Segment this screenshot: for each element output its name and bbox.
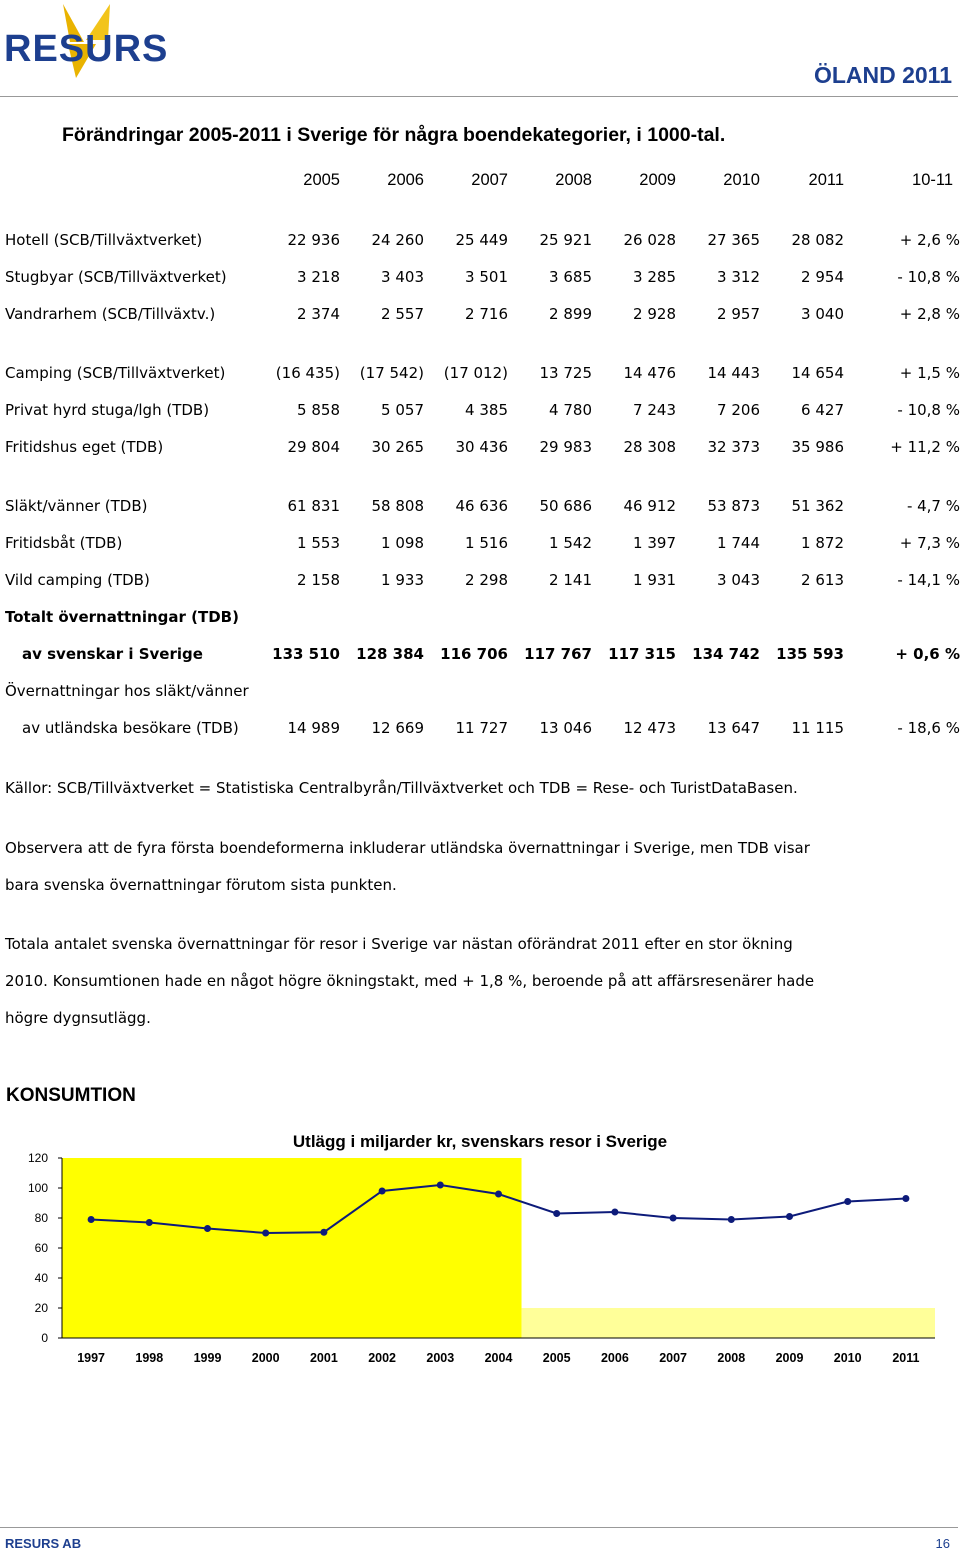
data-point bbox=[611, 1209, 618, 1216]
table-cell: 134 742 bbox=[692, 645, 760, 663]
data-point bbox=[902, 1195, 909, 1202]
table-cell: (17 012) bbox=[443, 364, 508, 382]
x-tick-label: 1998 bbox=[135, 1351, 164, 1365]
table-cell: 1 933 bbox=[381, 571, 424, 589]
change-cell: + 7,3 % bbox=[899, 534, 960, 552]
x-tick-label: 2001 bbox=[309, 1351, 338, 1365]
table-cell: 13 725 bbox=[539, 364, 592, 382]
table-cell: 46 636 bbox=[455, 497, 508, 515]
table-cell: 2 954 bbox=[801, 268, 844, 286]
x-tick-label: 1999 bbox=[193, 1351, 222, 1365]
table-cell: 116 706 bbox=[440, 645, 508, 663]
x-tick-label: 1997 bbox=[77, 1351, 106, 1365]
data-point bbox=[379, 1188, 386, 1195]
table-cell: 5 057 bbox=[381, 401, 424, 419]
table-cell: 53 873 bbox=[707, 497, 760, 515]
data-point bbox=[670, 1215, 677, 1222]
y-tick-label: 40 bbox=[34, 1271, 48, 1285]
table-cell: 2 928 bbox=[633, 305, 676, 323]
table-cell: 117 767 bbox=[524, 645, 592, 663]
table-cell: 25 921 bbox=[539, 231, 592, 249]
page-title: Förändringar 2005-2011 i Sverige för några boendekategorier, i 1000-tal. bbox=[62, 124, 726, 146]
table-cell: 13 046 bbox=[539, 719, 592, 737]
row-label: av svenskar i Sverige bbox=[22, 645, 203, 663]
column-header: 2011 bbox=[808, 171, 844, 189]
y-tick-label: 60 bbox=[34, 1241, 48, 1255]
table-row bbox=[0, 645, 960, 669]
data-point bbox=[262, 1230, 269, 1237]
table-cell: 58 808 bbox=[371, 497, 424, 515]
data-point bbox=[786, 1213, 793, 1220]
table-cell: 1 098 bbox=[381, 534, 424, 552]
table-cell: 14 989 bbox=[287, 719, 340, 737]
table-row bbox=[0, 719, 960, 743]
row-label: Stugbyar (SCB/Tillväxtverket) bbox=[5, 268, 227, 286]
row-label: Vandrarhem (SCB/Tillväxtv.) bbox=[5, 305, 216, 323]
table-cell: 3 043 bbox=[717, 571, 760, 589]
table-cell: 2 141 bbox=[549, 571, 592, 589]
plot-background bbox=[62, 1158, 522, 1338]
change-cell: - 4,7 % bbox=[906, 497, 960, 515]
table-row bbox=[0, 364, 960, 388]
data-point bbox=[553, 1210, 560, 1217]
table-cell: 5 858 bbox=[297, 401, 340, 419]
table-cell: 2 716 bbox=[465, 305, 508, 323]
logo bbox=[0, 0, 169, 80]
table-cell: 1 516 bbox=[465, 534, 508, 552]
y-tick-label: 120 bbox=[27, 1151, 48, 1165]
x-tick-label: 2005 bbox=[542, 1351, 571, 1365]
section-heading: KONSUMTION bbox=[6, 1085, 136, 1106]
table-row bbox=[0, 534, 960, 558]
table-cell: 51 362 bbox=[791, 497, 844, 515]
note-line: högre dygnsutlägg. bbox=[5, 1009, 151, 1027]
table-row bbox=[0, 401, 960, 425]
group-heading bbox=[0, 682, 960, 706]
table-cell: 2 158 bbox=[297, 571, 340, 589]
table-cell: 117 315 bbox=[608, 645, 676, 663]
data-point bbox=[320, 1229, 327, 1236]
table-cell: 61 831 bbox=[287, 497, 340, 515]
row-label: Camping (SCB/Tillväxtverket) bbox=[5, 364, 226, 382]
table-cell: 2 957 bbox=[717, 305, 760, 323]
footer-company: RESURS AB bbox=[5, 1536, 82, 1551]
table-cell: 14 654 bbox=[791, 364, 844, 382]
table-cell: 6 427 bbox=[801, 401, 844, 419]
table-cell: 12 473 bbox=[623, 719, 676, 737]
change-cell: + 0,6 % bbox=[895, 645, 960, 663]
group-heading-label: Övernattningar hos släkt/vänner bbox=[5, 682, 249, 700]
table-row bbox=[0, 305, 960, 329]
region-title: ÖLAND 2011 bbox=[813, 62, 952, 88]
row-label: Fritidsbåt (TDB) bbox=[5, 534, 123, 552]
table-cell: 1 542 bbox=[549, 534, 592, 552]
x-tick-label: 2011 bbox=[892, 1351, 920, 1365]
row-label: Hotell (SCB/Tillväxtverket) bbox=[5, 231, 203, 249]
table-cell: 30 436 bbox=[455, 438, 508, 456]
table-cell: 11 727 bbox=[455, 719, 508, 737]
y-tick-label: 80 bbox=[34, 1211, 48, 1225]
table-cell: 46 912 bbox=[623, 497, 676, 515]
table-cell: 2 374 bbox=[297, 305, 340, 323]
table-cell: 3 040 bbox=[801, 305, 844, 323]
y-tick-label: 100 bbox=[27, 1181, 48, 1195]
change-cell: + 2,6 % bbox=[899, 231, 960, 249]
table-cell: 27 365 bbox=[707, 231, 760, 249]
change-cell: - 14,1 % bbox=[897, 571, 960, 589]
x-tick-label: 2010 bbox=[833, 1351, 862, 1365]
table-cell: 1 931 bbox=[633, 571, 676, 589]
chart-title: Utlägg i miljarder kr, svenskars resor i Sverige bbox=[292, 1132, 668, 1151]
table-cell: 29 804 bbox=[287, 438, 340, 456]
table-cell: 22 936 bbox=[287, 231, 340, 249]
group-heading-label: Totalt övernattningar (TDB) bbox=[5, 608, 239, 626]
table-cell: 135 593 bbox=[776, 645, 844, 663]
column-header: 2008 bbox=[555, 171, 592, 189]
table-cell: 3 312 bbox=[717, 268, 760, 286]
column-header: 2005 bbox=[303, 171, 340, 189]
table-cell: 2 613 bbox=[801, 571, 844, 589]
column-header: 2009 bbox=[639, 171, 676, 189]
x-tick-label: 2003 bbox=[426, 1351, 455, 1365]
table-cell: 24 260 bbox=[371, 231, 424, 249]
data-point bbox=[204, 1225, 211, 1232]
column-header: 2006 bbox=[387, 171, 424, 189]
page-number: 16 bbox=[935, 1536, 950, 1551]
x-tick-label: 2009 bbox=[775, 1351, 804, 1365]
table-cell: 133 510 bbox=[272, 645, 340, 663]
table-cell: 1 744 bbox=[717, 534, 760, 552]
table-cell: 4 780 bbox=[549, 401, 592, 419]
table-cell: 128 384 bbox=[356, 645, 424, 663]
note-line: bara svenska övernattningar förutom sista punkten. bbox=[5, 876, 397, 894]
change-cell: + 1,5 % bbox=[899, 364, 960, 382]
table-row bbox=[0, 231, 960, 255]
table-cell: 13 647 bbox=[707, 719, 760, 737]
plot-background-white bbox=[522, 1158, 935, 1308]
table-cell: 29 983 bbox=[539, 438, 592, 456]
table-cell: 4 385 bbox=[465, 401, 508, 419]
table-cell: 2 298 bbox=[465, 571, 508, 589]
plot-background-pale bbox=[522, 1308, 935, 1338]
table-cell: 35 986 bbox=[791, 438, 844, 456]
row-label: av utländska besökare (TDB) bbox=[22, 719, 239, 737]
table-cell: (17 542) bbox=[359, 364, 424, 382]
footer-divider bbox=[0, 1527, 958, 1528]
table-cell: 32 373 bbox=[707, 438, 760, 456]
table-cell: 26 028 bbox=[623, 231, 676, 249]
table-row bbox=[0, 497, 960, 521]
change-cell: + 2,8 % bbox=[899, 305, 960, 323]
x-tick-label: 2006 bbox=[600, 1351, 629, 1365]
table-cell: 3 501 bbox=[465, 268, 508, 286]
row-label: Släkt/vänner (TDB) bbox=[5, 497, 148, 515]
table-cell: 2 899 bbox=[549, 305, 592, 323]
x-tick-label: 2008 bbox=[717, 1351, 746, 1365]
row-label: Privat hyrd stuga/lgh (TDB) bbox=[5, 401, 210, 419]
table-cell: 3 403 bbox=[381, 268, 424, 286]
line-chart bbox=[0, 1120, 960, 1380]
data-point bbox=[88, 1216, 95, 1223]
table-cell: 11 115 bbox=[791, 719, 844, 737]
table-cell: 3 218 bbox=[297, 268, 340, 286]
x-tick-label: 2007 bbox=[659, 1351, 688, 1365]
table-cell: 7 243 bbox=[633, 401, 676, 419]
change-cell: - 10,8 % bbox=[897, 268, 960, 286]
table-cell: 30 265 bbox=[371, 438, 424, 456]
row-label: Vild camping (TDB) bbox=[5, 571, 150, 589]
y-tick-label: 20 bbox=[34, 1301, 48, 1315]
change-cell: - 10,8 % bbox=[897, 401, 960, 419]
note-line: Totala antalet svenska övernattningar för resor i Sverige var nästan oförändrat 2011 efter en stor ökning bbox=[5, 935, 793, 953]
table-cell: 28 308 bbox=[623, 438, 676, 456]
x-tick-label: 2002 bbox=[368, 1351, 397, 1365]
table-cell: 12 669 bbox=[371, 719, 424, 737]
group-heading bbox=[0, 608, 960, 632]
column-header: 10-11 bbox=[912, 171, 953, 189]
table-cell: 1 872 bbox=[801, 534, 844, 552]
note-line: Observera att de fyra första boendeformerna inkluderar utländska övernattningar i Sverige, men TDB visar bbox=[5, 839, 810, 857]
column-header: 2010 bbox=[723, 171, 760, 189]
change-cell: + 11,2 % bbox=[890, 438, 960, 456]
row-label: Fritidshus eget (TDB) bbox=[5, 438, 164, 456]
table-row bbox=[0, 268, 960, 292]
data-point bbox=[146, 1219, 153, 1226]
table-row bbox=[0, 571, 960, 595]
y-tick-label: 0 bbox=[41, 1331, 48, 1345]
table-cell: (16 435) bbox=[275, 364, 340, 382]
table-cell: 25 449 bbox=[455, 231, 508, 249]
header-divider bbox=[0, 96, 958, 97]
column-header: 2007 bbox=[471, 171, 508, 189]
sources-text: Källor: SCB/Tillväxtverket = Statistiska Centralbyrån/Tillväxtverket och TDB = Rese- och TuristDataBasen. bbox=[5, 779, 798, 797]
x-tick-label: 2004 bbox=[484, 1351, 513, 1365]
table-cell: 3 285 bbox=[633, 268, 676, 286]
table-cell: 3 685 bbox=[549, 268, 592, 286]
table-cell: 1 553 bbox=[297, 534, 340, 552]
table-cell: 14 476 bbox=[623, 364, 676, 382]
table-cell: 50 686 bbox=[539, 497, 592, 515]
logo-text: RESURS bbox=[4, 28, 169, 70]
table-cell: 1 397 bbox=[633, 534, 676, 552]
table-row bbox=[0, 438, 960, 462]
table-cell: 14 443 bbox=[707, 364, 760, 382]
table-cell: 28 082 bbox=[791, 231, 844, 249]
data-point bbox=[728, 1216, 735, 1223]
table-cell: 7 206 bbox=[717, 401, 760, 419]
note-line: 2010. Konsumtionen hade en något högre ökningstakt, med + 1,8 %, beroende på att affärsresenärer hade bbox=[5, 972, 815, 990]
data-point bbox=[844, 1198, 851, 1205]
data-point bbox=[437, 1182, 444, 1189]
x-tick-label: 2000 bbox=[251, 1351, 280, 1365]
table-cell: 2 557 bbox=[381, 305, 424, 323]
data-point bbox=[495, 1191, 502, 1198]
change-cell: - 18,6 % bbox=[897, 719, 960, 737]
